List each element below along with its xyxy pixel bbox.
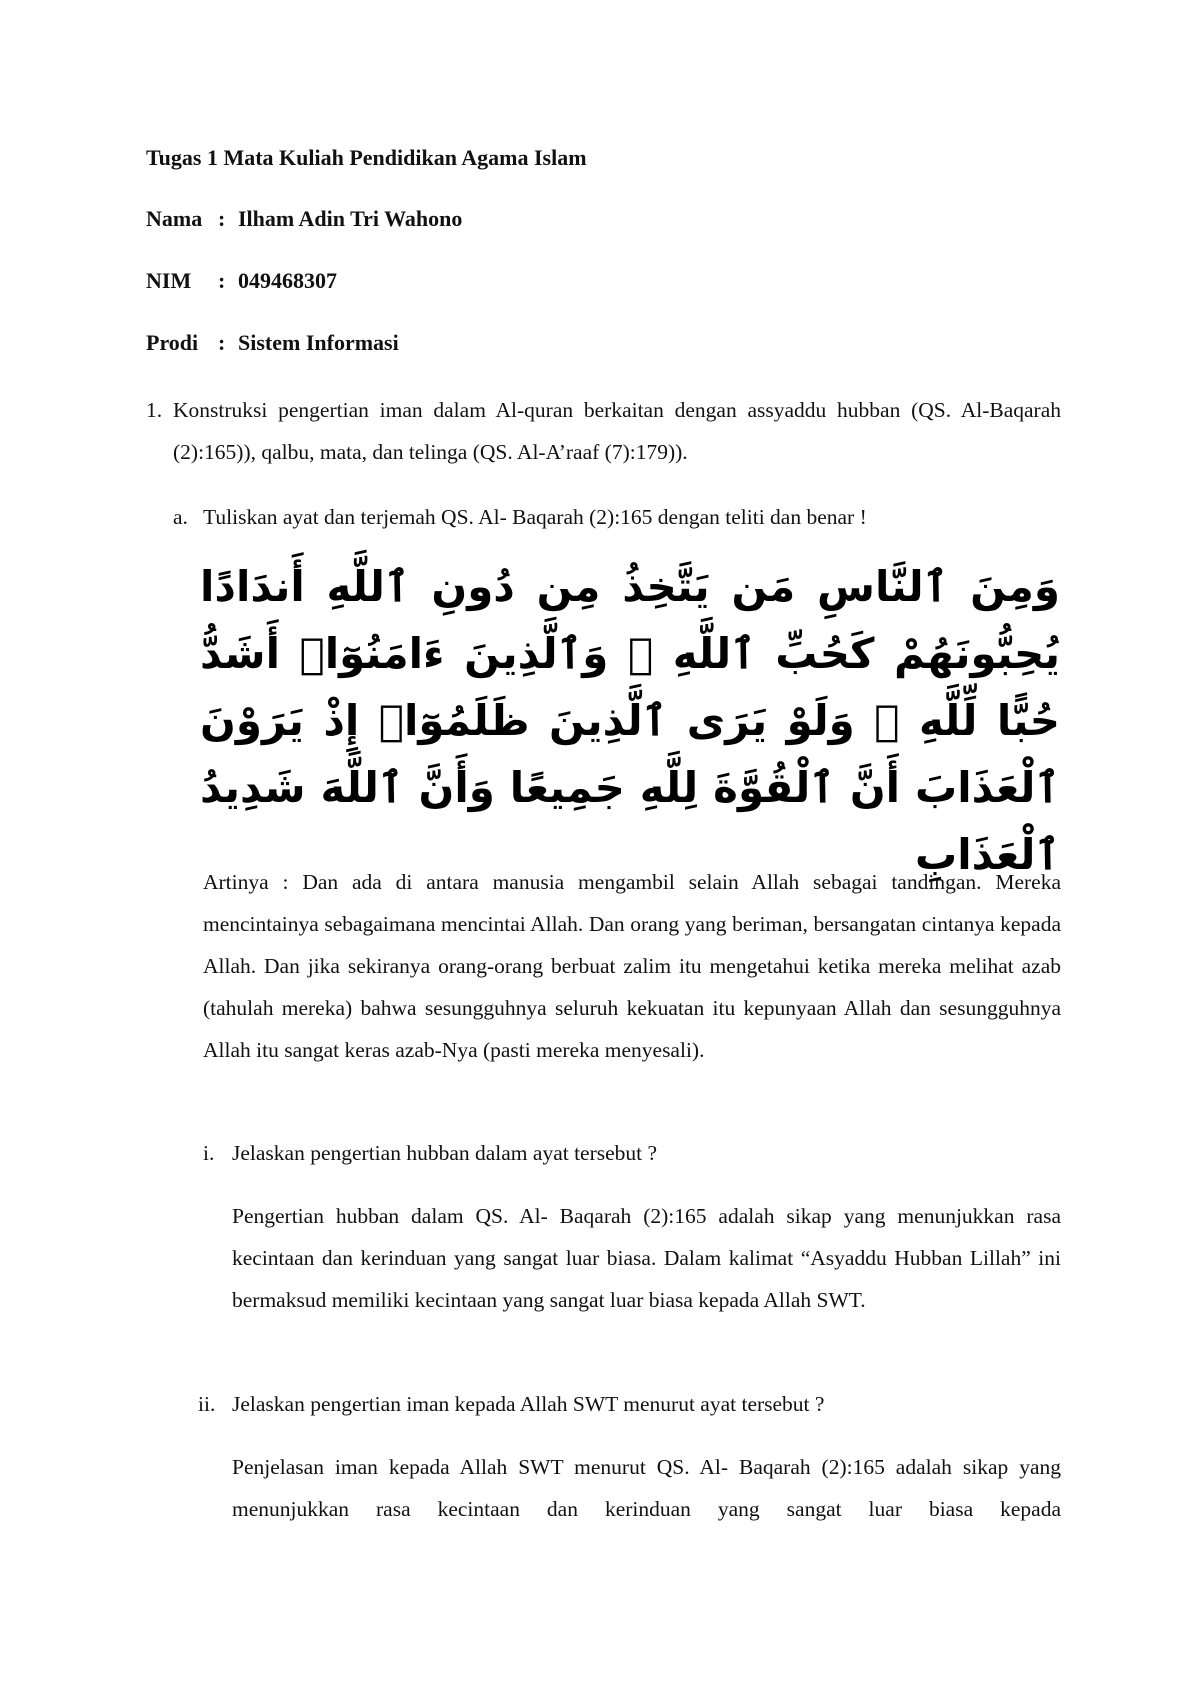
field-value: Sistem Informasi: [238, 330, 399, 355]
sub-i-answer: Pengertian hubban dalam QS. Al- Baqarah (2):165 adalah sikap yang menunjukkan rasa kecintaan dan kerinduan yang sangat luar biasa. Dalam kalimat “Asyaddu Hubban Lillah” ini bermaksud memiliki kecintaan yang sangat luar biasa kepada Allah SWT.: [232, 1204, 1061, 1312]
sub-i-question: Jelaskan pengertian hubban dalam ayat tersebut ?: [232, 1141, 658, 1165]
sub-ii-answer: Penjelasan iman kepada Allah SWT menurut QS. Al- Baqarah (2):165 adalah sikap yang menunjukkan rasa kecintaan dan kerinduan yang sangat luar biasa kepada: [232, 1455, 1061, 1521]
field-colon: :: [218, 206, 226, 231]
translation-paragraph: Artinya : Dan ada di antara manusia mengambil selain Allah sebagai tandingan. Mereka mencintainya sebagaimana mencintai Allah. Dan orang yang beriman, bersangatan cintanya kepada Allah. Dan jika sekiranya orang-orang berbuat zalim itu mengetahui ketika mereka melihat azab (tahulah mereka) bahwa sesungguhnya seluruh kekuatan itu kepunyaan Allah dan sesungguhnya Allah itu sangat keras azab-Nya (pasti mereka menyesali).: [203, 870, 1061, 1062]
part-a-text: Tuliskan ayat dan terjemah QS. Al- Baqarah (2):165 dengan teliti dan benar !: [203, 505, 867, 529]
field-colon: :: [218, 330, 226, 355]
field-value: 049468307: [238, 268, 337, 293]
part-a-marker: a.: [173, 505, 188, 529]
field-label: Nama: [146, 206, 203, 231]
field-nama: [146, 206, 462, 232]
field-nim: [146, 268, 337, 294]
field-colon: :: [218, 268, 226, 293]
arabic-verse: وَمِنَ ٱلنَّاسِ مَن يَتَّخِذُ مِن دُونِ ٱللَّهِ أَندَادًا يُحِبُّونَهُمْ كَحُبِّ ٱللَّهِ ۖ وَٱلَّذِينَ ءَامَنُوٓا۟ أَشَدُّ حُبًّا لِّلَّهِ ۗ وَلَوْ يَرَى ٱلَّذِينَ ظَلَمُوٓا۟ إِذْ يَرَوْنَ ٱلْعَذَابَ أَنَّ ٱلْقُوَّةَ لِلَّهِ جَمِيعًا وَأَنَّ ٱللَّهَ شَدِيدُ ٱلْعَذَابِ: [200, 562, 1060, 879]
field-label: NIM: [146, 268, 192, 293]
document-title: Tugas 1 Mata Kuliah Pendidikan Agama Islam: [146, 145, 587, 170]
sub-ii-marker: ii.: [198, 1392, 216, 1416]
sub-ii-question: Jelaskan pengertian iman kepada Allah SWT menurut ayat tersebut ?: [232, 1392, 825, 1416]
field-label: Prodi: [146, 330, 199, 355]
question-text: Konstruksi pengertian iman dalam Al-quran berkaitan dengan assyaddu hubban (QS. Al-Baqarah (2):165)), qalbu, mata, dan telinga (QS. Al-A’raaf (7):179)).: [173, 398, 1061, 464]
field-prodi: [146, 330, 399, 356]
field-value: Ilham Adin Tri Wahono: [238, 206, 463, 231]
sub-i-marker: i.: [203, 1141, 215, 1165]
question-number: 1.: [146, 398, 163, 422]
